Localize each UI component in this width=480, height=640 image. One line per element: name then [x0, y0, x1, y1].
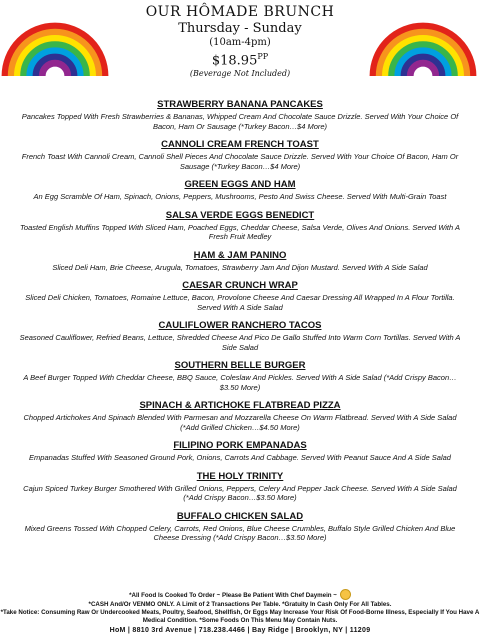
rainbow-right-icon — [368, 8, 478, 78]
menu-item-name: CANNOLI CREAM FRENCH TOAST — [161, 139, 319, 150]
menu-item-name: FILIPINO PORK EMPANADAS — [173, 440, 307, 451]
rainbow-band — [410, 63, 436, 76]
menu-item-desc: Mixed Greens Tossed With Chopped Celery, Carrots, Red Onions, Blue Cheese Crumbles, Buffalo Style Grilled Chicken And Blue Cheese Dressing (*Add Crispy Bacon…$3.50 More) — [24, 523, 456, 542]
menu-item — [10, 139, 470, 171]
menu-item-desc: A Beef Burger Topped With Cheddar Cheese, BBQ Sauce, Coleslaw And Pickles. Served With A Side Salad (*Add Crispy Bacon…$3.50 More) — [23, 373, 457, 392]
price-value: $18.95 — [211, 53, 258, 69]
cook-note: *All Food Is Cooked To Order ~ Please Be Patient With Chef Daymein ~ — [129, 592, 337, 600]
health-notice: *Take Notice: Consuming Raw Or Undercooked Meats, Poultry, Seafood, Shellfish, Or Eggs May Increase Your Risk Of Food-Borne Illness, Especially If You Have A Medical Condition. *Some Foods On This Menu May Contain Nuts. — [0, 609, 480, 624]
menu-header — [120, 4, 360, 79]
menu-item-name: SOUTHERN BELLE BURGER — [174, 360, 306, 371]
address-line: HoM | 8810 3rd Avenue | 718.238.4466 | Bay Ridge | Brooklyn, NY | 11209 — [109, 627, 371, 634]
menu-item — [10, 250, 470, 273]
menu-list — [10, 99, 470, 551]
menu-item-desc: Sliced Deli Chicken, Tomatoes, Romaine Lettuce, Bacon, Provolone Cheese And Caesar Dressing All Wrapped In A Flour Tortilla. Served With A Side Salad — [25, 293, 455, 312]
smiley-emoji-icon — [340, 589, 351, 600]
menu-item — [10, 280, 470, 312]
menu-item-desc: Sliced Deli Ham, Brie Cheese, Arugula, Tomatoes, Strawberry Jam And Dijon Mustard. Served With A Side Salad — [52, 262, 428, 272]
menu-item-desc: Chopped Artichokes And Spinach Blended With Parmesan and Mozzarella Cheese On Warm Flatbread. Served With A Side Salad (*Add Grilled Chicken…$4.50 More) — [23, 413, 457, 432]
menu-price — [120, 49, 360, 69]
menu-item — [10, 179, 470, 202]
menu-footer — [0, 590, 480, 625]
rainbow-band — [42, 63, 68, 76]
menu-days: Thursday - Sunday — [178, 21, 302, 36]
menu-item — [10, 400, 470, 432]
menu-item-name: BUFFALO CHICKEN SALAD — [176, 510, 304, 522]
cook-note-line — [0, 590, 480, 601]
menu-item-desc: Cajun Spiced Turkey Burger Smothered With Grilled Onions, Peppers, Celery And Pepper Jack Cheese. Served With A Side Salad (*Add Crispy Bacon…$3.50 More) — [23, 483, 457, 502]
menu-item-desc: Toasted English Muffins Topped With Sliced Ham, Poached Eggs, Cheddar Cheese, Salsa Verde, Olives And Onions. Served With A Fresh Fruit Medley — [20, 222, 460, 241]
cash-note: *CASH And/Or VENMO ONLY. A Limit of 2 Transactions Per Table. *Gratuity In Cash Only For All Tables. — [88, 601, 392, 608]
menu-item-name: SALSA VERDE EGGS BENEDICT — [165, 209, 315, 221]
menu-item-desc: Pancakes Topped With Fresh Strawberries & Bananas, Whipped Cream And Chocolate Sauce Drizzle. Served With Your Choice Of Bacon, Ham Or Sausage (*Turkey Bacon…$4 More) — [21, 112, 459, 131]
menu-item — [10, 471, 470, 503]
beverage-note: (Beverage Not Included) — [189, 69, 291, 79]
menu-item-desc: Seasoned Cauliflower, Refried Beans, Lettuce, Shredded Cheese And Pico De Gallo Stuffed Into Warm Corn Tortillas. Served With A Side Salad — [19, 333, 461, 352]
menu-item-name: STRAWBERRY BANANA PANCAKES — [157, 99, 323, 110]
menu-item-name: CAULIFLOWER RANCHERO TACOS — [158, 320, 322, 331]
menu-item-desc: Empanadas Stuffed With Seasoned Ground Pork, Onions, Carrots And Cabbage. Served With Peanut Sauce And A Side Salad — [29, 453, 451, 462]
rainbow-left-icon — [0, 8, 110, 78]
menu-item-name: THE HOLY TRINITY — [196, 470, 284, 482]
menu-item-desc: French Toast With Cannoli Cream, Cannoli Shell Pieces And Chocolate Sauce Drizzle. Served With Your Choice Of Bacon, Ham Or Sausage (*Turkey Bacon…$4 More) — [21, 152, 459, 171]
menu-item-name: HAM & JAM PANINO — [193, 249, 287, 261]
menu-item — [10, 320, 470, 352]
menu-item — [10, 99, 470, 131]
menu-item-name: CAESAR CRUNCH WRAP — [182, 280, 298, 291]
menu-item-desc: An Egg Scramble Of Ham, Spinach, Onions, Peppers, Mushrooms, Pesto And Swiss Cheese. Served With Multi-Grain Toast — [33, 192, 447, 201]
menu-title: OUR HÔMADE BRUNCH — [145, 4, 335, 20]
price-suffix: PP — [257, 52, 269, 61]
menu-item-name: SPINACH & ARTICHOKE FLATBREAD PIZZA — [139, 400, 341, 411]
menu-item — [10, 360, 470, 392]
menu-item — [10, 210, 470, 242]
menu-item-name: GREEN EGGS AND HAM — [184, 179, 296, 190]
menu-item — [10, 440, 470, 463]
menu-item — [10, 511, 470, 543]
menu-hours: (10am-4pm) — [209, 37, 271, 48]
